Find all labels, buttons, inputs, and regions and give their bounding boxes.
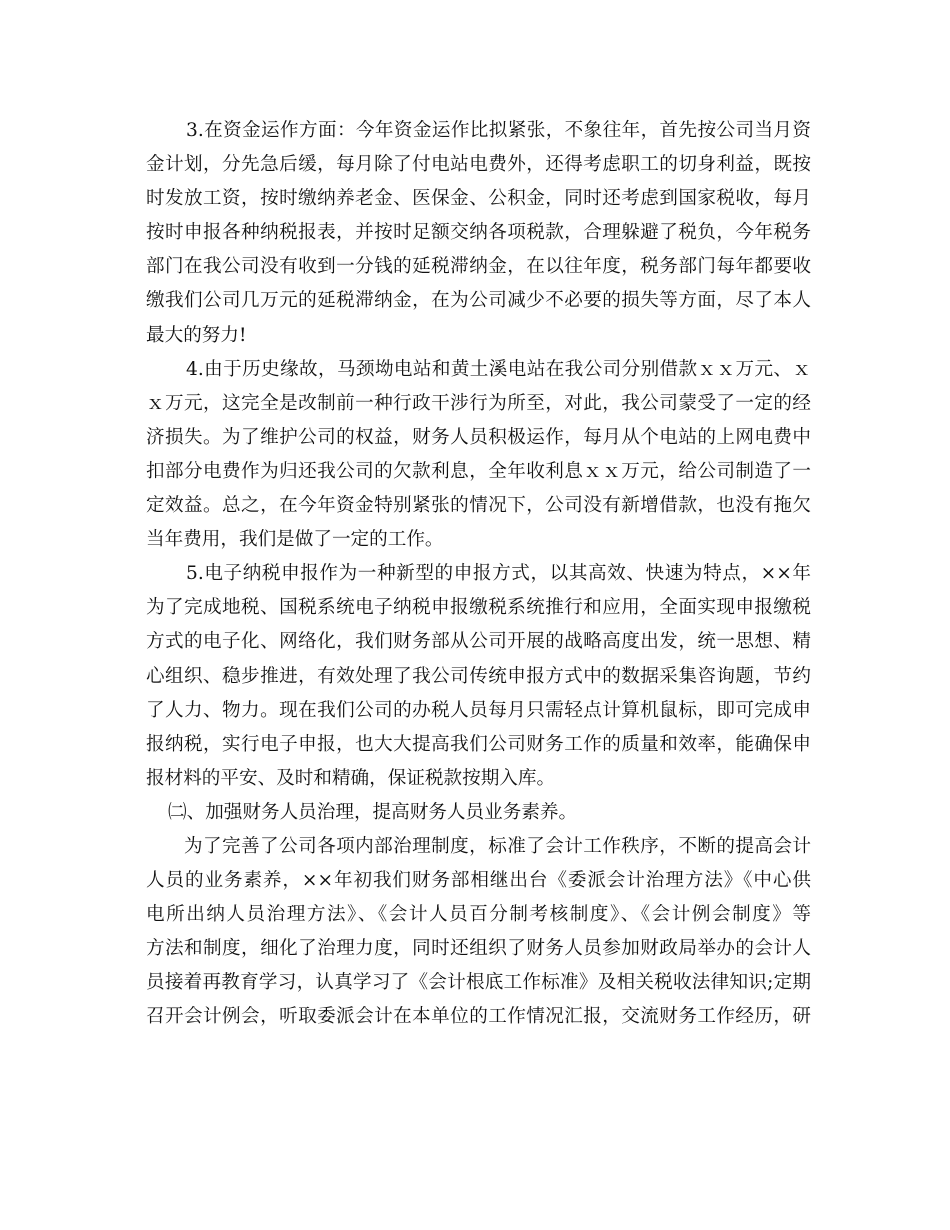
text-line: 部门在我公司没有收到一分钱的延税滞纳金，在以往年度，税务部门每年都要收 xyxy=(146,256,811,278)
text-line: 3.在资金运作方面：今年资金运作比拟紧张，不象往年，首先按公司当月资 xyxy=(186,120,811,141)
text-line: 为了完善了公司各项内部治理制度，标准了会计工作秩序，不断的提高会计 xyxy=(184,835,811,857)
text-line: 人员的业务素养，××年初我们财务部相继出台《委派会计治理方法》《中心供 xyxy=(146,870,811,892)
text-line: 4.由于历史缘故，马颈坳电站和黄土溪电站在我公司分别借款ｘｘ万元、ｘ xyxy=(186,358,811,380)
text-line: 济损失。为了维护公司的权益，财务人员积极运作，每月从个电站的上网电费中 xyxy=(146,426,811,448)
text-line: 心组织、稳步推进，有效处理了我公司传统申报方式中的数据采集咨询题，节约 xyxy=(146,665,811,687)
text-line: 召开会计例会，听取委派会计在本单位的工作情况汇报，交流财务工作经历，研 xyxy=(146,1006,811,1028)
text-line: 当年费用，我们是做了一定的工作。 xyxy=(146,529,444,551)
document-body xyxy=(146,114,811,1035)
text-line: 员接着再教育学习，认真学习了《会计根底工作标准》及相关税收法律知识;定期 xyxy=(146,972,811,994)
text-line: 最大的努力! xyxy=(146,324,247,346)
text-line: 金计划，分先急后缓，每月除了付电站电费外，还得考虑职工的切身利益，既按 xyxy=(146,154,811,176)
text-line: 报纳税，实行电子申报，也大大提高我们公司财务工作的质量和效率，能确保申 xyxy=(146,733,811,755)
text-line: ｘ万元，这完全是改制前一种行政干涉行为所至，对此，我公司蒙受了一定的经 xyxy=(146,392,811,414)
text-line: 5.电子纳税申报作为一种新型的申报方式，以其高效、快速为特点，××年 xyxy=(186,563,811,585)
text-line: 方式的电子化、网络化，我们财务部从公司开展的战略高度出发，统一思想、精 xyxy=(146,631,811,653)
text-line: 扣部分电费作为归还我公司的欠款利息，全年收利息ｘｘ万元，给公司制造了一 xyxy=(146,460,811,482)
text-line: 方法和制度，细化了治理力度，同时还组织了财务人员参加财政局举办的会计人 xyxy=(146,938,811,960)
text-line: 为了完成地税、国税系统电子纳税申报缴税系统推行和应用，全面实现申报缴税 xyxy=(146,597,811,619)
text-line: 缴我们公司几万元的延税滞纳金，在为公司减少不必要的损失等方面，尽了本人 xyxy=(146,290,811,312)
text-line: 时发放工资，按时缴纳养老金、医保金、公积金，同时还考虑到国家税收，每月 xyxy=(146,188,811,210)
text-line: 报材料的平安、及时和精确，保证税款按期入库。 xyxy=(146,767,556,789)
text-line: 按时申报各种纳税报表，并按时足额交纳各项税款，合理躲避了税负，今年税务 xyxy=(146,222,811,244)
section-heading: ㈡、加强财务人员治理，提高财务人员业务素养。 xyxy=(168,801,578,823)
text-line: 定效益。总之，在今年资金特别紧张的情况下，公司没有新增借款，也没有拖欠 xyxy=(146,495,811,517)
text-line: 了人力、物力。现在我们公司的办税人员每月只需轻点计算机鼠标，即可完成申 xyxy=(146,699,811,721)
text-line: 电所出纳人员治理方法》、《会计人员百分制考核制度》、《会计例会制度》等 xyxy=(146,904,811,926)
